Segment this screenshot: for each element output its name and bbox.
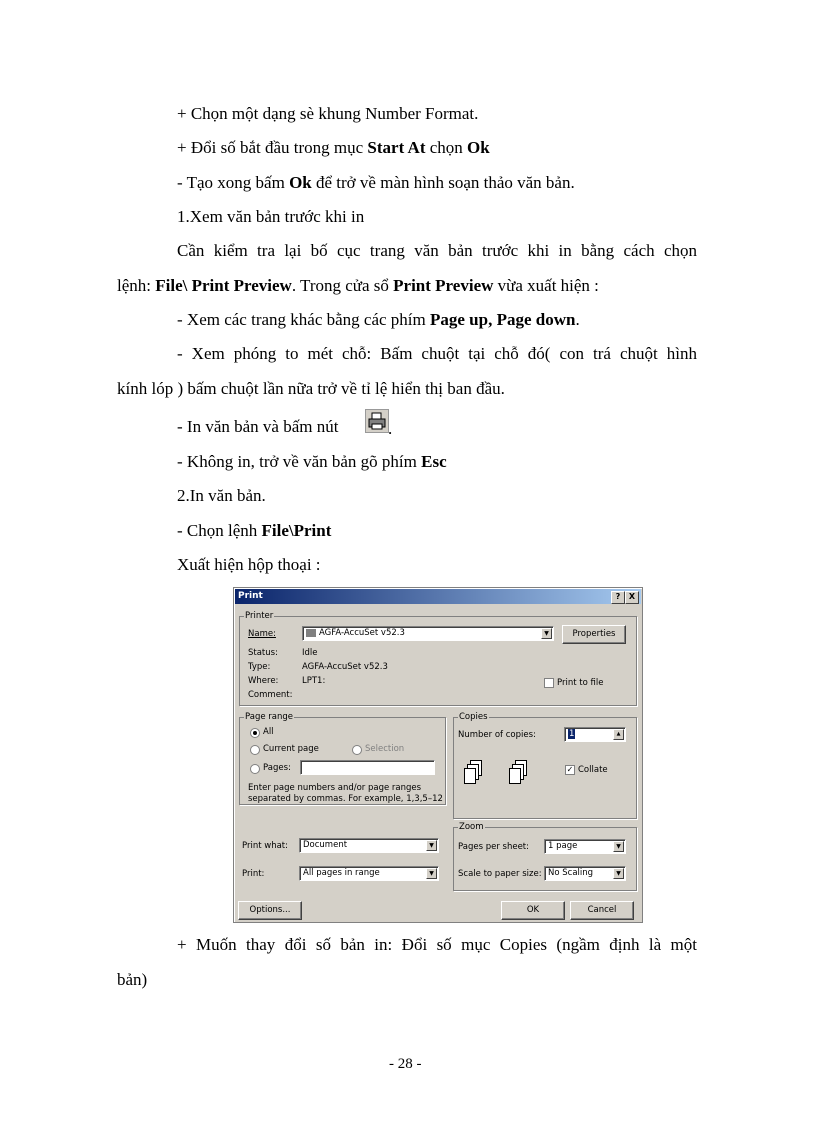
print-select[interactable]: All pages in range ▼: [299, 866, 439, 881]
text-line: lệnh: File\ Print Preview. Trong cửa sổ Print Preview vừa xuất hiện :: [117, 276, 599, 295]
text-line: - Xem các trang khác bằng các phím Page up, Page down.: [177, 310, 580, 329]
section-heading: 2.In văn bản.: [177, 486, 266, 505]
pages-radio[interactable]: [250, 764, 260, 774]
pages-input[interactable]: [300, 760, 435, 775]
hint-text: separated by commas. For example, 1,3,5–12: [248, 794, 443, 804]
printer-icon: [306, 629, 316, 637]
ok-button[interactable]: OK: [501, 901, 565, 920]
status-value: Idle: [302, 648, 318, 658]
text-line: - Chọn lệnh File\Print: [177, 521, 332, 540]
text-line: - Không in, trở về văn bản gõ phím Esc: [177, 452, 447, 471]
pages-label: Pages:: [263, 763, 291, 773]
pages-per-sheet-label: Pages per sheet:: [458, 842, 530, 852]
copies-spinner[interactable]: 1 ▲: [564, 727, 626, 742]
text-line: - Tạo xong bấm Ok để trở về màn hình soạn thảo văn bản.: [177, 173, 575, 192]
text-line: Cần kiểm tra lại bố cục trang văn bản trước khi in bằng cách chọn: [177, 241, 697, 260]
dialog-titlebar: [235, 589, 641, 604]
collate-checkbox[interactable]: ✓: [566, 765, 574, 774]
text-line: + Chọn một dạng sè khung Number Format.: [177, 104, 479, 123]
print-what-label: Print what:: [242, 841, 288, 851]
dialog-title: Print: [238, 591, 263, 601]
scale-select[interactable]: No Scaling ▼: [544, 866, 626, 881]
zoom-group-label: Zoom: [459, 822, 484, 832]
text-line: .: [388, 419, 393, 438]
print-to-file-label: Print to file: [557, 678, 604, 688]
copies-group-label: Copies: [459, 712, 488, 722]
all-label: All: [263, 727, 274, 737]
selection-radio[interactable]: [352, 745, 362, 755]
close-button[interactable]: X: [625, 591, 639, 604]
text-line: bản): [117, 970, 148, 989]
text-line: - In văn bản và bấm nút: [177, 417, 339, 436]
properties-button[interactable]: Properties: [562, 625, 626, 644]
text-line: kính lóp ) bấm chuột lần nữa trở về tỉ lệ hiển thị ban đầu.: [117, 379, 505, 398]
print-dialog: [233, 587, 643, 923]
hint-text: Enter page numbers and/or page ranges: [248, 783, 422, 793]
chevron-down-icon[interactable]: ▼: [613, 841, 624, 852]
chevron-down-icon[interactable]: ▼: [613, 868, 624, 879]
type-label: Type:: [248, 662, 271, 672]
text-line: - Xem phóng to mét chỗ: Bấm chuột tại chỗ đó( con trá chuột hình: [177, 344, 697, 363]
zoom-group: [453, 822, 637, 891]
pages-per-sheet-select[interactable]: 1 page ▼: [544, 839, 626, 854]
text-line: + Muốn thay đổi số bản in: Đổi số mục Copies (ngầm định là một: [177, 935, 697, 954]
printer-icon: [365, 409, 389, 433]
options-button[interactable]: Options...: [238, 901, 302, 920]
print-to-file-checkbox[interactable]: [544, 678, 554, 688]
comment-label: Comment:: [248, 690, 293, 700]
cancel-button[interactable]: Cancel: [570, 901, 634, 920]
printer-name-select[interactable]: AGFA-AccuSet v52.3 ▼: [302, 626, 554, 641]
where-label: Where:: [248, 676, 279, 686]
chevron-down-icon[interactable]: ▼: [541, 628, 552, 639]
text-line: + Đổi số bắt đầu trong mục Start At chọn Ok: [177, 138, 490, 157]
chevron-down-icon[interactable]: ▼: [426, 840, 437, 851]
status-label: Status:: [248, 648, 278, 658]
name-label: Name:: [248, 629, 276, 639]
spinner-arrows-icon[interactable]: ▲: [613, 729, 624, 740]
text-line: Xuất hiện hộp thoại :: [177, 555, 321, 574]
section-heading: 1.Xem văn bản trước khi in: [177, 207, 365, 226]
chevron-down-icon[interactable]: ▼: [426, 868, 437, 879]
help-button[interactable]: ?: [611, 591, 625, 604]
current-page-radio[interactable]: [250, 745, 260, 755]
selection-label: Selection: [365, 744, 405, 754]
print-what-select[interactable]: Document ▼: [299, 838, 439, 853]
printer-group-label: Printer: [245, 611, 274, 621]
page-range-label: Page range: [245, 712, 293, 722]
page-number: - 28 -: [389, 1056, 422, 1072]
print-label: Print:: [242, 869, 265, 879]
collate-label: Collate: [578, 765, 608, 775]
current-page-label: Current page: [263, 744, 319, 754]
scale-label: Scale to paper size:: [458, 869, 542, 879]
type-value: AGFA-AccuSet v52.3: [302, 662, 388, 672]
number-of-copies-label: Number of copies:: [458, 730, 536, 740]
where-value: LPT1:: [302, 676, 326, 686]
all-radio[interactable]: [250, 728, 260, 738]
